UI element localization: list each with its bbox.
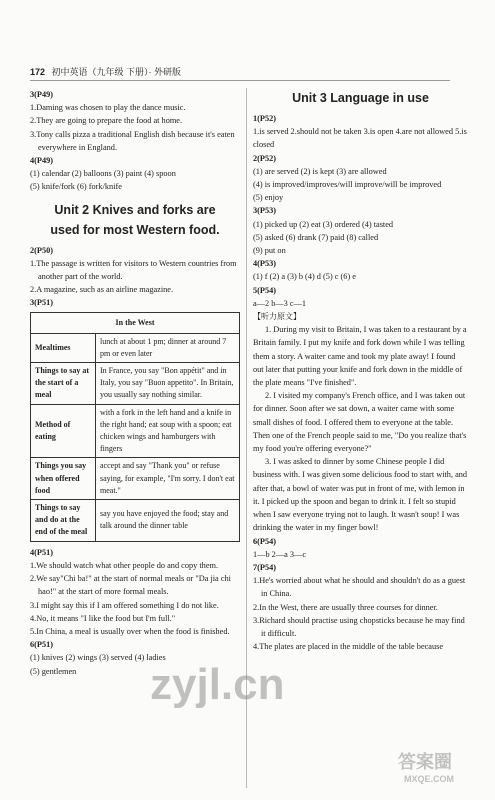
answer-line: 1.We should watch what other people do and copy them. <box>30 560 219 570</box>
column-divider <box>246 88 247 788</box>
section-label: 5(P54) <box>253 285 277 295</box>
row-text: accept and say "Thank you" or refuse saying, for example, "I'm sorry. I don't eat meat." <box>96 458 240 500</box>
answer-line: 4.The plates are placed in the middle of the table because <box>253 642 444 652</box>
unit-title: Unit 3 Language in use <box>292 91 429 105</box>
section-label: 3(P49) <box>30 90 54 99</box>
answer-line: 5.In China, a meal is usually over when the food is finished. <box>30 626 230 636</box>
listening-paragraph: 2. I visited my company's French office, and I was taken out for dinner. Soon after we sat down, a waiter came with some small dishes of food. I offered them to everyone at the table. Then one of the French people said to me, "Do you realize that's my food you're offering everyone?" <box>253 391 467 454</box>
answer-line: (5) enjoy <box>253 193 284 203</box>
section-label: 7(P54) <box>253 562 277 572</box>
row-text: say you have enjoyed the food; stay and talk around the dinner table <box>96 500 240 542</box>
section-label: 2(P50) <box>30 245 54 255</box>
section-label: 4(P49) <box>30 156 54 166</box>
listening-paragraph: 1. During my visit to Britain, I was taken to a restaurant by a Britain family. I put my knife and fork down while I was telling them a story. A waiter came and took my plate away! I found out later that putting your knife and fork down in the middle of the plate means "I've finished". <box>253 325 467 388</box>
answer-line: 2.In the West, there are usually three courses for dinner. <box>253 602 438 612</box>
answer-line: 1.is served 2.should not be taken 3.is open 4.are not allowed 5.is closed <box>253 127 467 150</box>
section-label: 3(P51) <box>30 298 54 308</box>
table-header: In the West <box>31 312 240 333</box>
answer-line: 4.No, it means "I like the food but I'm full." <box>30 613 176 623</box>
listening-label: 【听力原文】 <box>253 312 301 322</box>
answer-line: 1.Daming was chosen to play the dance music. <box>30 103 186 113</box>
table-row <box>31 333 240 362</box>
section-label: 4(P51) <box>30 547 54 557</box>
section-label: 6(P54) <box>253 536 277 546</box>
watermark: zyjl.cn <box>150 660 285 709</box>
answer-line: 3.I might say this if I am offered something I do not like. <box>30 600 219 610</box>
answer-line: (5) asked (6) drank (7) paid (8) called <box>253 232 379 242</box>
section-label: 2(P52) <box>253 153 277 163</box>
row-text: with a fork in the left hand and a knife in the right hand; eat soup with a spoon; eat chicken wings and hamburgers with fingers <box>96 404 240 458</box>
answer-line: 2.They are going to prepare the food at home. <box>30 116 183 126</box>
answer-line: (5) gentlemen <box>30 666 77 676</box>
section-label: 6(P51) <box>30 640 54 650</box>
answer-line: 3.Tony calls pizza a traditional English dish because it's eaten everywhere in England. <box>30 129 235 152</box>
page-number: 172 <box>30 67 46 77</box>
row-label: Things you say when offered food <box>31 458 96 500</box>
table-row <box>31 500 240 542</box>
answer-line: 1.The passage is written for visitors to Western countries from another part of the world. <box>30 258 237 282</box>
answer-line: (5) knife/fork (6) fork/knife <box>30 182 122 192</box>
answer-line: (4) is improved/improves/will improve/will be improved <box>253 180 442 190</box>
answer-line: 1.He's worried about what he should and shouldn't do as a guest in China. <box>253 576 466 599</box>
unit-title-line: used for most Western food. <box>50 222 220 237</box>
section-label: 3(P53) <box>253 206 277 216</box>
answer-line: a—2 b—3 c—1 <box>253 298 306 308</box>
comparison-table <box>30 312 240 542</box>
row-label: Method of eating <box>31 404 96 458</box>
watermark-url: MXQE.COM <box>404 774 455 784</box>
answer-line: (1) picked up (2) eat (3) ordered (4) tasted <box>253 219 394 229</box>
row-label: Things to say and do at the end of the meal <box>31 500 96 542</box>
left-column <box>30 88 240 678</box>
answer-line: (1) are served (2) is kept (3) are allowed <box>253 166 387 176</box>
answer-line: (9) put on <box>253 246 286 256</box>
page-header <box>30 64 450 81</box>
row-label: Things to say at the start of a meal <box>31 363 96 405</box>
right-column <box>253 88 468 653</box>
row-text: lunch at about 1 pm; dinner at around 7 pm or even later <box>96 333 240 362</box>
row-label: Mealtimes <box>31 333 96 362</box>
row-text: In France, you say "Bon appétit" and in Italy, you say "Buon appetito". In Britain, you usually say nothing similar. <box>96 363 240 405</box>
table-row <box>31 458 240 500</box>
book-title: 初中英语（九年级 下册）· 外研版 <box>51 67 182 77</box>
answer-line: 1—b 2—a 3—c <box>253 549 306 559</box>
unit-title-line: Unit 2 Knives and forks are <box>54 202 216 217</box>
watermark-logo: 答案圈 <box>398 752 452 772</box>
answer-line: 2.A magazine, such as an airline magazine. <box>30 285 174 295</box>
section-label: 1(P52) <box>253 114 277 123</box>
answer-line: (1) calendar (2) balloons (3) paint (4) spoon <box>30 169 176 179</box>
table-header-row <box>31 312 240 333</box>
section-label: 4(P53) <box>253 259 277 269</box>
table-row <box>31 404 240 458</box>
answer-line: (1) f (2) a (3) b (4) d (5) c (6) e <box>253 272 356 282</box>
table-row <box>31 363 240 405</box>
unit-title <box>30 200 240 240</box>
listening-paragraph: 3. I was asked to dinner by some Chinese people I did business with. I was given some delicious food to start with, and after that, a bowl of water was put in front of me, with lemon in it. I picked up the spoon and began to drink it. I felt so stupid when I saw everyone trying not to laugh. It wasn't soup! I was drinking the water in my finger bowl! <box>253 457 468 533</box>
answer-line: (1) knives (2) wings (3) served (4) ladies <box>30 653 166 663</box>
answer-line: 3.Richard should practise using chopsticks because he may find it difficult. <box>253 615 465 638</box>
answer-line: 2.We say"Chi ba!" at the start of normal meals or "Da jia chi hao!" at the start of more formal meals. <box>30 574 231 597</box>
